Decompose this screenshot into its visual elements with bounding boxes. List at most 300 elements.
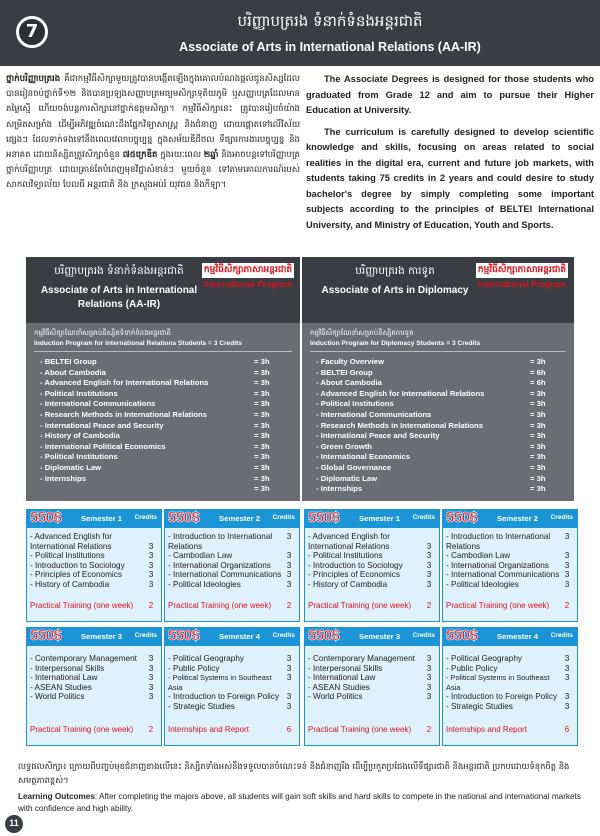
semester-course-name: - History of Cambodia [308,579,388,589]
semester-course-credits: 3 [426,560,432,570]
semester-card [26,627,162,746]
semester-course-name: - Political Systems in Southeast Asia [168,673,272,692]
program-panel-diplomacy [302,257,574,501]
course-name: - Internships [316,484,363,494]
semester-course-credits [423,532,435,542]
semester-label: Semester 1 [81,514,123,523]
semester-footer-name: Internships and Report [446,725,527,734]
semester-course-name: - Introduction to Sociology [30,560,125,570]
semester-course-credits: 3 [286,560,292,570]
course-row [316,484,556,495]
course-hours: = 3h [530,431,546,441]
course-row [316,378,556,389]
course-row [316,474,556,485]
semester-course-credits: 3 [564,551,570,561]
course-row [316,357,556,368]
semester-course-row [168,532,295,542]
program-title: Associate of Arts in International Relations (AA-IR) [40,285,198,310]
semester-course-row [168,570,295,580]
semester-course-credits: 3 [148,579,154,589]
semester-course-row [168,664,295,674]
course-name: - About Cambodia [40,367,106,377]
course-hours: = 3h [530,357,546,366]
semester-course-credits: 3 [286,551,292,561]
semester-footer [308,725,435,734]
intro-english-p2: The curriculum is carefully designed to develop scientific knowledge and skills, focusing on areas related to social realities in the digital era, current and future job markets, with students taking 75 credits in 2 years and could desire to study bachelor's degree by simply completing some important subjects according to the principles of BELTEI International University, and Ministry of Education, Youth and Sports. [306,126,594,230]
semester-course-row [168,561,295,571]
induction-title-khmer: កម្មវិធីសិក្សាណែនាំសម្រាប់និស្សិតទំនាក់ទំនងអន្តរជាតិ [34,329,171,337]
semester-course-row [168,542,295,552]
course-hours: = 3h [254,388,270,398]
semester-course-row [446,532,573,542]
course-row [40,399,280,410]
page-number: 11 [4,814,24,834]
induction-title: Induction Program for International Relations Students = 3 Credits [34,340,292,352]
semester-course-row [30,683,157,693]
program-panel-international-relations [26,257,300,501]
course-name: - Green Growth [316,441,372,451]
semester-course-credits: 3 [286,701,292,711]
course-name: - Global Governance [316,462,392,472]
semester-course-row [446,551,573,561]
course-row [40,368,280,379]
semester-course-name: - Introduction to Sociology [308,560,403,570]
credits-header: Credits [272,632,295,639]
course-hours: = 3h [254,473,270,483]
semester-card-header [443,628,577,646]
course-hours: = 3h [254,409,270,419]
semester-course-row [308,551,435,561]
semester-price: 550$ [168,627,200,644]
semester-course-credits: 3 [286,673,292,683]
semester-course-credits [145,532,157,542]
course-name: - International Communications [40,399,156,409]
course-row [316,452,556,463]
semester-course-name: - Political Institutions [308,551,383,561]
intro-khmer-mid: ក្នុងរយៈពេល [157,150,204,161]
semester-footer-credits: 2 [426,601,432,610]
course-hours: = 6h [530,367,546,377]
intro-khmer [6,72,300,194]
semester-course-name: - Public Policy [168,663,220,673]
course-hours: = 3h [254,441,270,451]
course-hours: = 3h [254,399,270,409]
semester-course-credits: 3 [148,682,154,692]
course-row [316,421,556,432]
semester-course-name: - Cambodian Law [446,551,511,561]
semester-course-name: Relations [168,541,203,551]
semester-course-name: - Cambodian Law [168,551,233,561]
program-panel-header [26,257,300,323]
page-header [0,0,600,66]
semester-footer-name: Practical Training (one week) [30,601,134,610]
semester-card-header [27,628,161,646]
semester-footer [446,601,573,610]
semester-price: 550$ [30,509,62,526]
semester-course-row [446,673,573,692]
semester-course-credits: 3 [564,579,570,589]
semester-course-name: - Political Ideologies [446,579,519,589]
semester-course-credits: 3 [426,673,432,683]
credits-header: Credits [412,632,435,639]
course-name: - Faculty Overview [316,357,384,366]
semester-course-credits: 3 [148,692,154,702]
course-name: - Political Institutions [40,388,118,398]
semester-course-row [308,561,435,571]
semester-course-row [308,580,435,590]
semester-course-row [30,654,157,664]
program-title: Associate of Arts in Diplomacy [321,285,469,296]
semester-course-credits: 3 [426,579,432,589]
semester-course-credits: 3 [426,663,432,673]
semester-footer-name: Practical Training (one week) [308,601,412,610]
semester-course-name: - History of Cambodia [30,579,110,589]
program-tag-khmer: កម្មវិធីសិក្សាភាសាអន្តរជាតិ [476,263,568,278]
semester-course-credits: 3 [426,541,432,551]
semester-course-row [168,702,295,712]
semester-card [442,627,578,746]
semester-course-row [308,673,435,683]
course-name: - International Peace and Security [40,420,164,430]
semester-course-list [305,646,439,702]
semester-course-credits: 3 [564,570,570,580]
semester-course-list [443,646,577,712]
course-row [316,463,556,474]
course-row [40,378,280,389]
semester-course-row [446,561,573,571]
course-name: - Diplomatic Law [316,473,378,483]
semester-card [304,627,440,746]
semester-course-credits: 3 [426,682,432,692]
semester-course-row [30,692,157,702]
semester-price: 550$ [308,509,340,526]
credits-header: Credits [412,514,435,521]
semester-course-row [30,542,157,552]
learning-outcomes-label: Learning Outcomes [18,792,95,801]
semester-course-row [446,580,573,590]
semester-course-list [443,528,577,590]
induction-course-list [40,357,280,495]
course-row [40,421,280,432]
semester-course-credits: 3 [564,663,570,673]
semester-card-header [165,510,299,528]
semester-course-row [30,673,157,683]
semester-card-header [27,510,161,528]
semester-course-name: - International Organizations [168,560,271,570]
course-hours: = 3h [530,473,546,483]
semester-footer-name: Practical Training (one week) [308,725,412,734]
learning-outcomes-text: : After completing the majors above, all students will gain soft skills and hard skills to compete in the national and international markets with confidence and high ability. [18,792,581,813]
course-name: - Internships [40,473,87,483]
program-title-khmer: បរិញ្ញាបត្ររង ទំនាក់ទំនងអន្តរជាតិ [54,265,184,277]
intro-english [306,72,594,239]
semester-course-row [308,692,435,702]
semester-course-credits: 3 [286,579,292,589]
semester-course-row [446,654,573,664]
course-name: - International Political Economics [40,441,166,451]
semester-label: Semester 1 [359,514,401,523]
course-hours: = 3h [254,357,270,366]
semester-course-row [308,664,435,674]
semester-footer [446,725,573,734]
semester-course-list [165,646,299,712]
semester-footer-credits: 6 [286,725,292,734]
program-panel-header [302,257,574,323]
course-row [40,389,280,400]
semester-footer-name: Practical Training (one week) [30,725,134,734]
course-row [40,410,280,421]
course-hours: = 3h [530,388,546,398]
semester-footer-credits: 2 [148,601,154,610]
semester-course-row [446,664,573,674]
semester-course-row [446,570,573,580]
semester-course-name: - Contemporary Management [30,654,137,663]
semester-course-credits: 3 [426,570,432,580]
semester-card [164,627,300,746]
semester-course-row [446,702,573,712]
learning-outcomes [18,791,588,815]
course-row [40,431,280,442]
course-row [316,368,556,379]
semester-label: Semester 2 [497,514,539,523]
semester-footer-credits: 2 [426,725,432,734]
intro-khmer-lead: ថ្នាក់បរិញ្ញាបត្ររង [6,74,61,84]
semester-footer [308,601,435,610]
semester-card-header [443,510,577,528]
semester-course-credits: 3 [286,663,292,673]
semester-price: 550$ [446,509,478,526]
program-tag: International Program [477,279,567,289]
semester-course-name: - Introduction to Foreign Policy [446,692,558,702]
semester-course-list [27,646,161,702]
semester-course-row [30,664,157,674]
course-row [40,452,280,463]
semester-course-credits: 3 [564,532,570,541]
semester-course-credits: 3 [426,654,432,663]
semester-course-row [168,551,295,561]
semester-course-name: - International Communications [446,570,560,580]
semester-course-row [308,532,435,542]
course-row [316,442,556,453]
semester-course-name: - Interpersonal Skills [308,663,383,673]
learning-outcomes-khmer: លទ្ធផលសិក្សា៖ ក្រោយពីបញ្ចប់មុខជំនាញខាងលើនេះ និស្សិតទាំងអស់នឹងទទួលបានចំណេះទន់ និងជំនាញរឹង ដើម្បីប្រកួតប្រជែងលើទីផ្សារជាតិ និងអន្តរជាតិ ប្រកបដោយទំនុកចិត្ត និងសមត្ថភាពខ្ពស់។ [18,761,570,785]
semester-course-row [446,692,573,702]
semester-course-name: - Political Institutions [30,551,105,561]
semester-course-row [30,580,157,590]
semester-footer [168,725,295,734]
course-name: - BELTEI Group [316,367,373,377]
course-row [316,399,556,410]
course-hours: = 3h [530,441,546,451]
semester-course-row [446,542,573,552]
course-name: - BELTEI Group [40,357,97,366]
semester-price: 550$ [30,627,62,644]
semester-label: Semester 2 [219,514,261,523]
program-tag-khmer: កម្មវិធីសិក្សាភាសាអន្តរជាតិ [202,263,294,278]
course-hours: = 3h [530,399,546,409]
course-hours: = 3h [530,484,546,494]
semester-course-credits: 3 [564,673,570,683]
semester-footer-name: Internships and Report [168,725,249,734]
semester-card [26,509,162,622]
intro-english-p1: The Associate Degrees is designed for those students who graduated from Grade 12 and aim to pursue their Higher Education at University. [306,74,594,115]
course-name: - International Communications [316,409,432,419]
credits-header: Credits [134,514,157,521]
course-hours: = 3h [530,462,546,472]
course-hours: = 3h [530,409,546,419]
semester-course-name: - Political Ideologies [168,579,241,589]
semester-price: 550$ [446,627,478,644]
credits-header: Credits [550,514,573,521]
semester-course-credits: 3 [564,560,570,570]
semester-course-credits: 3 [148,673,154,683]
semester-course-name: - ASEAN Studies [30,682,92,692]
semester-course-name: - Strategic Studies [446,701,513,711]
semester-course-credits: 3 [148,560,154,570]
course-hours: = 3h [254,378,270,388]
semester-course-credits: 3 [286,570,292,580]
semester-course-row [168,692,295,702]
semester-course-name: - International Law [308,673,376,683]
course-name: - International Economics [316,452,410,462]
induction-course-list [316,357,556,495]
semester-course-credits: 3 [286,692,292,702]
course-hours: = 3h [254,484,270,494]
course-hours: = 3h [254,452,270,462]
course-row [40,357,280,368]
semester-course-credits: 3 [286,532,292,541]
semester-course-row [308,570,435,580]
semester-course-name: - ASEAN Studies [308,682,370,692]
semester-course-list [165,528,299,590]
semester-course-name: International Relations [30,541,112,551]
semester-footer-credits: 2 [148,725,154,734]
course-row [40,442,280,453]
semester-price: 550$ [168,509,200,526]
course-row [316,389,556,400]
semester-footer [168,601,295,610]
semester-course-name: - Political Geography [446,654,522,663]
semester-course-name: - Introduction to International [446,532,551,541]
course-name: - Advanced English for International Relations [40,378,209,388]
program-title-khmer: បរិញ្ញាបត្ររង ការទូត [355,265,435,277]
semester-course-credits [561,542,573,552]
semester-course-name: - Political Geography [168,654,244,663]
course-name: - International Peace and Security [316,431,440,441]
intro-khmer-years: ២ឆ្នាំ [203,150,219,161]
semester-footer-credits: 2 [286,601,292,610]
semester-course-row [30,561,157,571]
semester-course-name: - World Politics [30,692,85,702]
semester-card [442,509,578,622]
semester-course-name: - International Law [30,673,98,683]
course-row [40,463,280,474]
semester-course-credits: 3 [426,692,432,702]
course-name: - History of Cambodia [40,431,120,441]
semester-course-credits: 3 [148,570,154,580]
semester-course-name: - Advanced English for [308,532,390,541]
intro-khmer-tail: និងអាចបន្តទៅបរិញ្ញាបត្រថ្នាក់បរិញ្ញាបត្រ ដោយគ្រាន់តែបំពេញមុខវិជ្ជាសំខាន់ៗ មួយចំនួន ទៅតាមគោលការណ៍របស់ សាកលវិទ្យាល័យ បែលធី អន្តរជាតិ និង ក្រសួងអប់រំ យុវជន និងកីឡា។ [6,150,300,191]
course-row [40,484,280,495]
semester-course-name: - Contemporary Management [308,654,415,663]
semester-course-credits: 3 [148,663,154,673]
course-hours: = 3h [254,431,270,441]
semester-label: Semester 4 [497,632,539,641]
course-hours: = 3h [530,420,546,430]
course-name: - Political Institutions [40,452,118,462]
semester-card-header [305,628,439,646]
semester-card [164,509,300,622]
semester-course-row [30,570,157,580]
semester-course-name: - Principles of Economics [308,570,400,580]
course-row [40,474,280,485]
course-name: - About Cambodia [316,378,382,388]
semester-course-name: International Relations [308,541,390,551]
page-title-khmer: បរិញ្ញាបត្ររង ទំនាក់ទំនងអន្តរជាតិ [237,12,423,30]
credits-header: Credits [272,514,295,521]
semester-footer-credits: 6 [564,725,570,734]
course-hours: = 3h [254,420,270,430]
credits-header: Credits [134,632,157,639]
semester-footer [30,601,157,610]
semester-card-header [165,628,299,646]
semester-course-row [168,580,295,590]
semester-course-row [30,551,157,561]
induction-title: Induction Program for Diplomacy Students = 3 Credits [310,340,566,352]
semester-course-name: Relations [446,541,481,551]
semester-course-name: - Political Systems in Southeast Asia [446,673,550,692]
semester-course-name: - Principles of Economics [30,570,122,580]
semester-label: Semester 3 [81,632,123,641]
semester-course-credits: 3 [148,551,154,561]
semester-course-name: - Strategic Studies [168,701,235,711]
semester-course-credits: 3 [286,654,292,663]
course-hours: = 6h [530,378,546,388]
semester-course-row [308,654,435,664]
semester-course-row [168,654,295,664]
semester-course-list [305,528,439,590]
semester-card [304,509,440,622]
semester-footer [30,725,157,734]
semester-footer-name: Practical Training (one week) [446,601,550,610]
page-title: Associate of Arts in International Relations (AA-IR) [179,40,481,54]
semester-price: 550$ [308,627,340,644]
course-name: - Research Methods in International Relations [40,409,208,419]
semester-course-credits: 3 [564,654,570,663]
semester-course-name: - Introduction to Foreign Policy [168,692,280,702]
section-number-badge: 7 [16,16,48,48]
semester-course-name: - International Organizations [446,560,549,570]
course-hours: = 3h [254,367,270,377]
semester-footer-name: Practical Training (one week) [168,601,272,610]
semester-course-name: - Public Policy [446,663,498,673]
course-hours: = 3h [254,462,270,472]
semester-course-name: - World Politics [308,692,363,702]
semester-course-credits: 3 [564,701,570,711]
course-hours: = 3h [530,452,546,462]
course-row [316,431,556,442]
semester-course-credits: 3 [426,551,432,561]
semester-course-name: - Interpersonal Skills [30,663,105,673]
course-name: - Political Institutions [316,399,394,409]
course-name: - Diplomatic Law [40,462,102,472]
course-row [316,410,556,421]
semester-footer-credits: 2 [564,601,570,610]
semester-card-header [305,510,439,528]
course-name: - Advanced English for International Relations [316,388,485,398]
semester-course-row [30,532,157,542]
semester-course-credits: 3 [564,692,570,702]
